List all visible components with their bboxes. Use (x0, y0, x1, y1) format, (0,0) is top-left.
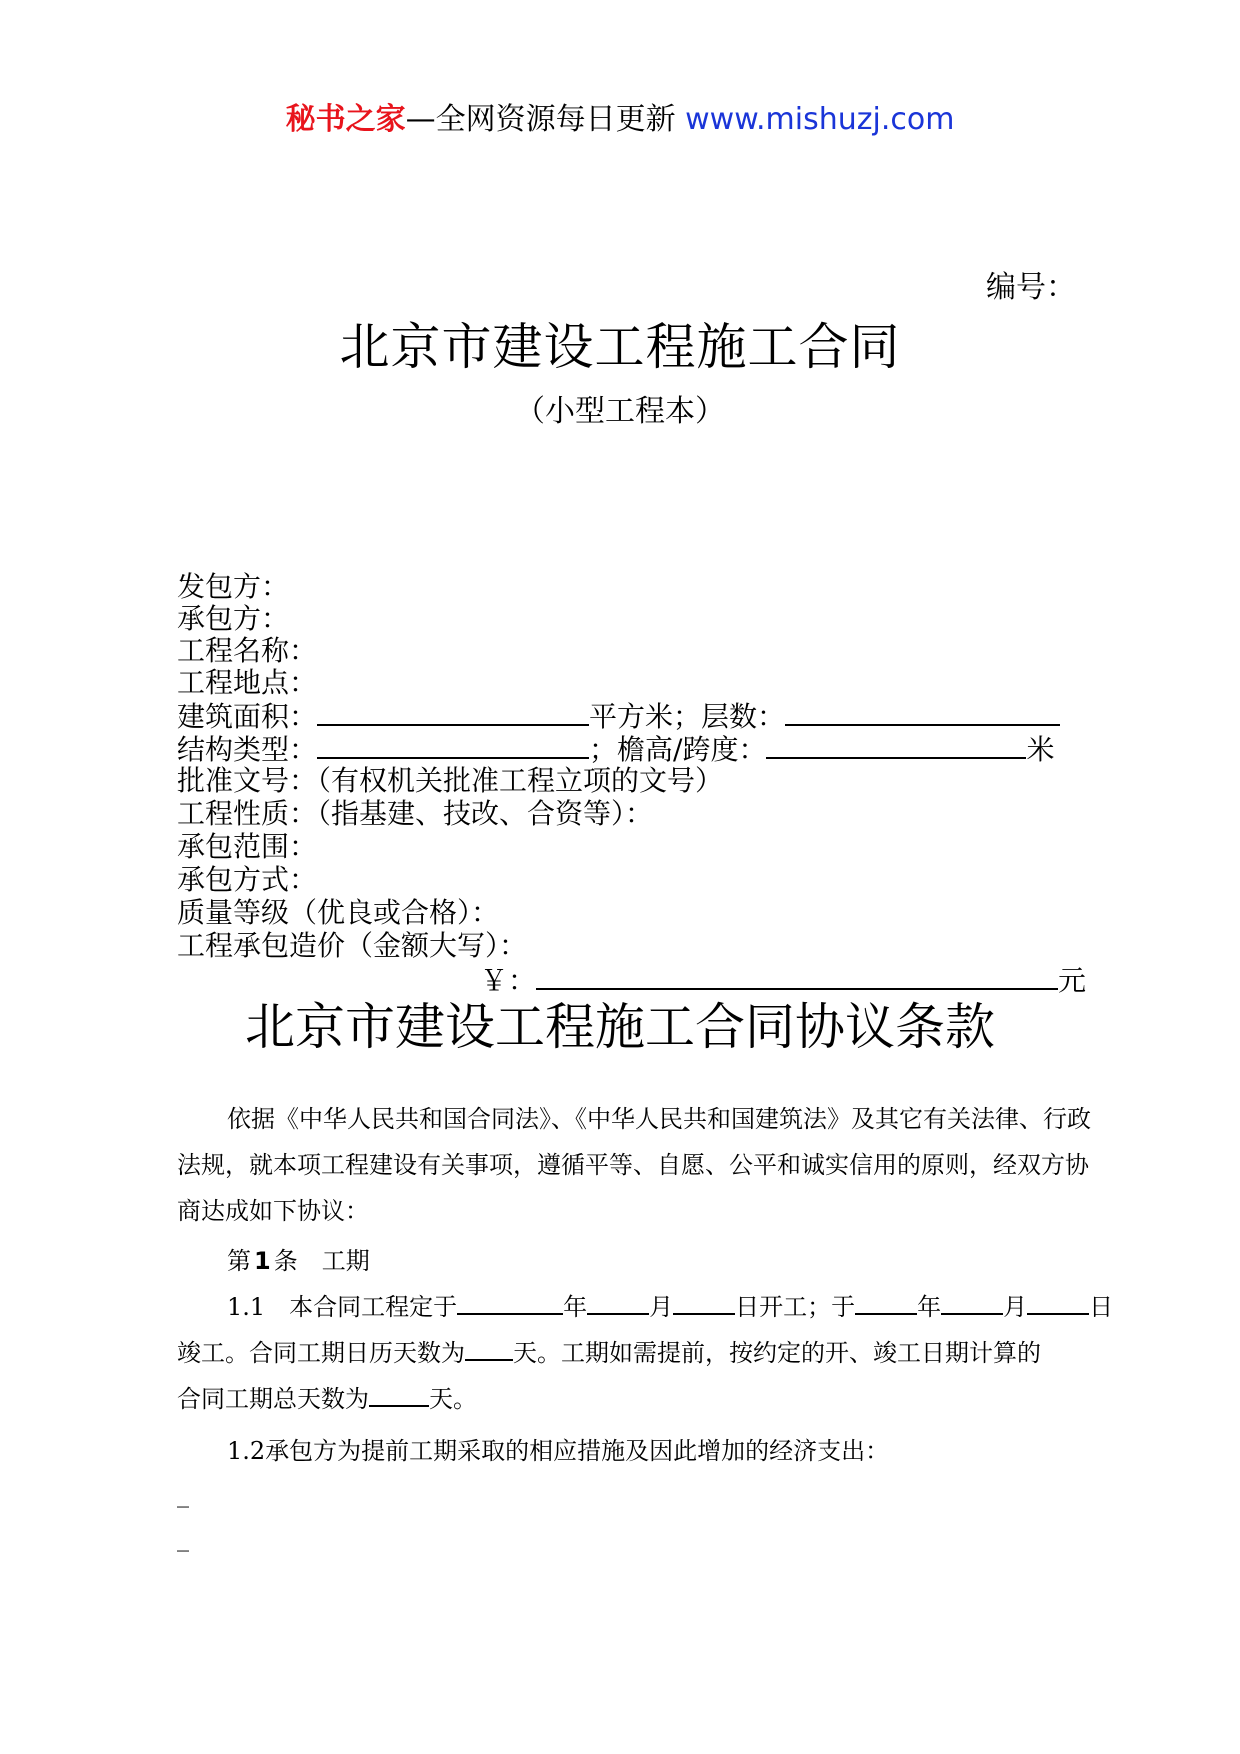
field-building-area-row (177, 698, 1060, 733)
yuan-label: 元 (1058, 964, 1087, 997)
header-banner (0, 100, 1240, 140)
structure-type-blank (317, 731, 589, 759)
header-url[interactable]: www.mishuzj.com (685, 102, 955, 137)
contract-subtitle: （小型工程本） (515, 394, 725, 429)
agreement-title: 北京市建设工程施工合同协议条款 (245, 998, 995, 1056)
field-contractor: 承包方： (177, 602, 290, 635)
clause-1-1-line3: 合同工期总天数为 天。 (177, 1385, 477, 1413)
field-scope: 承包范围： (177, 830, 318, 863)
field-quality: 质量等级（优良或合格）： (177, 896, 500, 929)
field-method: 承包方式： (177, 863, 318, 896)
field-approval-no: 批准文号：（有权机关批准工程立项的文号） (177, 764, 724, 797)
floors-blank (785, 698, 1060, 726)
eave-height-blank (766, 731, 1026, 759)
price-amount-blank (536, 962, 1058, 990)
contract-title: 北京市建设工程施工合同 (339, 318, 901, 376)
field-price-amount-row (480, 962, 1086, 997)
intro-paragraph: 依据《中华人民共和国合同法》、《中华人民共和国建筑法》及其它有关法律、行政法规，就本项工程建设有关事项，遵循平等、自愿、公平和诚实信用的原则，经双方协商达成如下协议： (177, 1105, 1091, 1225)
field-project-name: 工程名称： (177, 634, 318, 667)
blank-line-1: _ (177, 1480, 189, 1508)
calendar-days-blank (465, 1337, 513, 1361)
header-slogan: —全网资源每日更新 (405, 102, 676, 137)
yen-label: ￥： (480, 964, 537, 997)
start-day-blank (673, 1291, 735, 1315)
field-structure-type: 结构类型： (177, 733, 318, 766)
clause-1-1-line1: 1.1 本合同工程定于 年 月 日开工；于 年 月 日 (227, 1293, 1114, 1321)
building-area-blank (317, 698, 589, 726)
end-year-blank (855, 1291, 917, 1315)
field-building-area: 建筑面积： (177, 700, 318, 733)
start-year-blank (457, 1291, 563, 1315)
blank-line-2: _ (177, 1524, 189, 1552)
article-1-heading: 第 1 条 工期 (227, 1247, 370, 1275)
field-employer: 发包方： (177, 570, 290, 603)
field-project-location: 工程地点： (177, 666, 318, 699)
field-structure-row (177, 731, 1054, 766)
field-price: 工程承包造价（金额大写）： (177, 929, 528, 962)
start-month-blank (587, 1291, 649, 1315)
meter-unit-label: 米 (1026, 733, 1055, 766)
contract-number-label: 编号： (986, 270, 1076, 305)
brand-name: 秘书之家 (285, 102, 406, 137)
total-days-blank (369, 1383, 429, 1407)
end-month-blank (941, 1291, 1003, 1315)
eave-height-label: ；檐高/跨度： (589, 733, 767, 766)
end-day-blank (1027, 1291, 1089, 1315)
area-unit-label: 平方米；层数： (589, 700, 786, 733)
field-project-nature: 工程性质：（指基建、技改、合资等）： (177, 797, 654, 830)
clause-1-1-line2: 竣工。合同工期日历天数为 天。工期如需提前，按约定的开、竣工日期计算的 (177, 1339, 1041, 1367)
clause-1-2: 1.2承包方为提前工期采取的相应措施及因此增加的经济支出： (227, 1437, 890, 1465)
